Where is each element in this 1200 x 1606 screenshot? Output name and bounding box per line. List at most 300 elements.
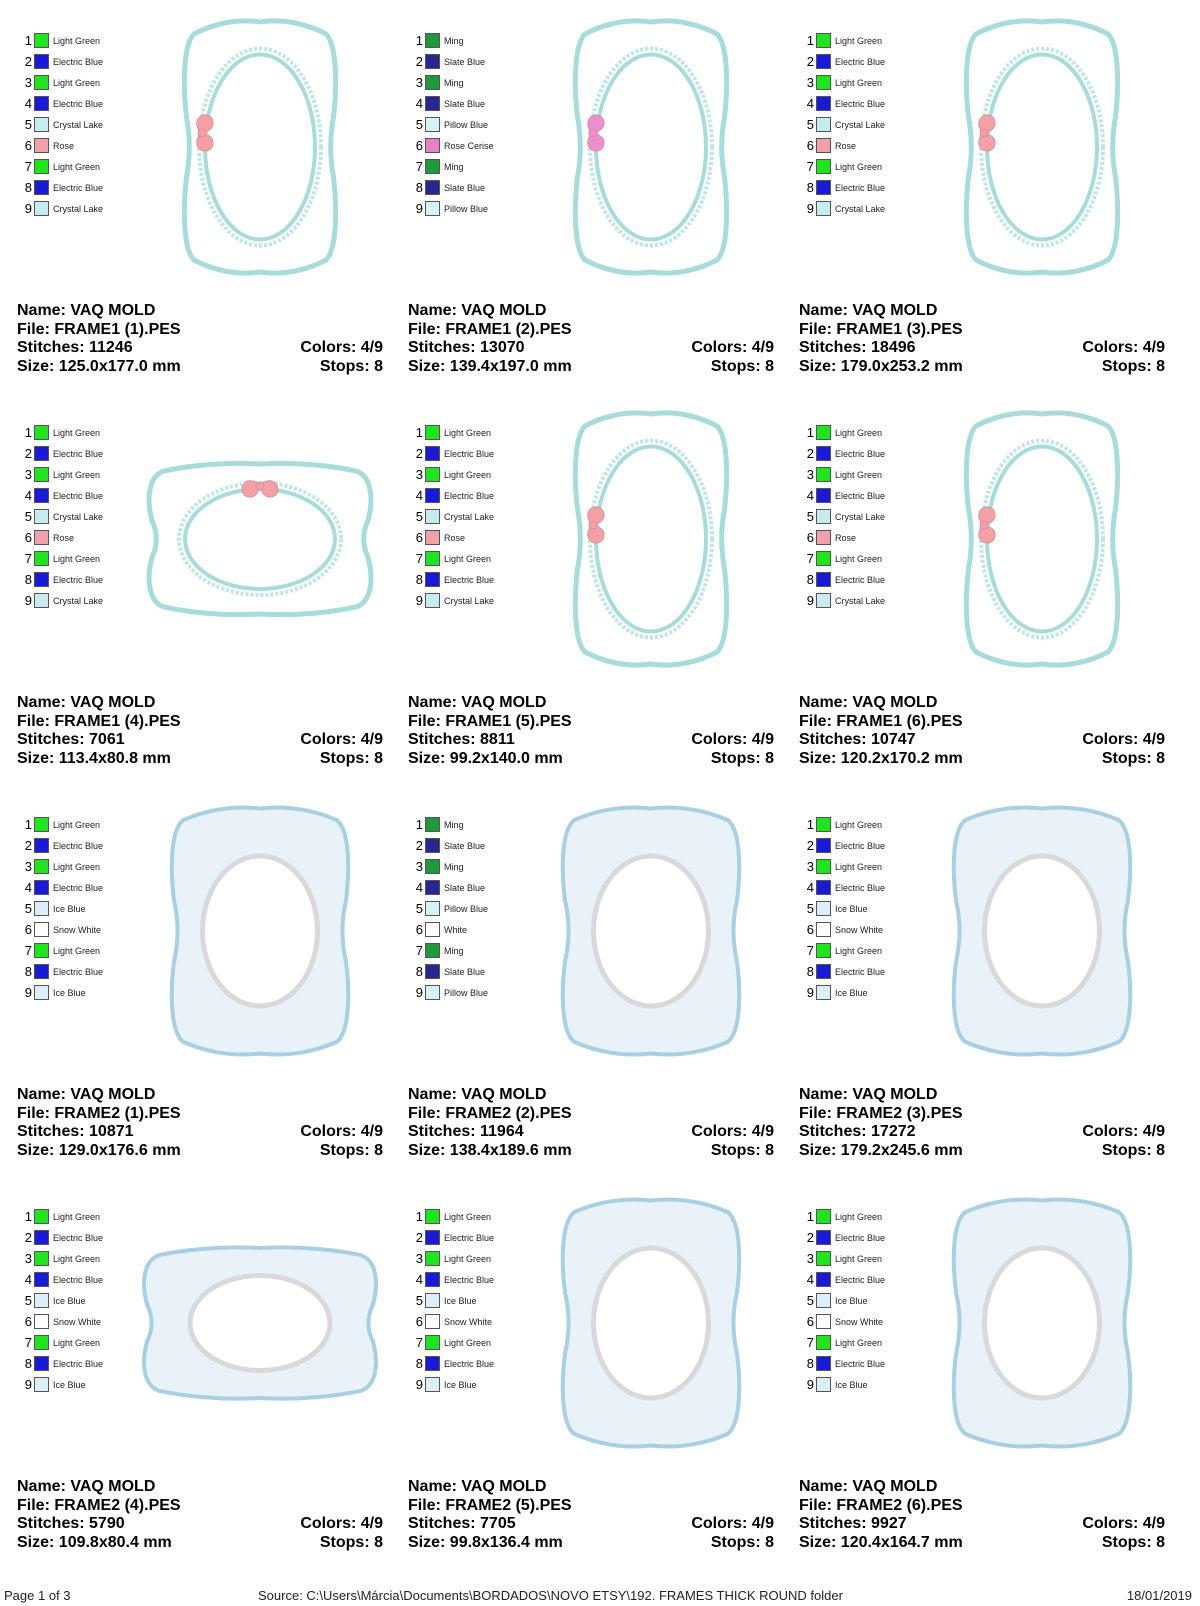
thread-number: 9	[415, 593, 423, 608]
design-size: Size: 179.2x245.6 mm	[799, 1141, 963, 1159]
thread-swatch	[34, 1230, 49, 1245]
thread-row	[800, 1206, 920, 1227]
design-size: Size: 99.8x136.4 mm	[408, 1533, 563, 1551]
design-info	[17, 302, 383, 376]
thread-name: Crystal Lake	[53, 595, 104, 606]
thread-swatch	[34, 159, 49, 174]
thread-name: Slate Blue	[444, 182, 486, 193]
thread-swatch	[425, 1377, 440, 1392]
thread-row	[18, 506, 138, 527]
design-name: Name: VAQ MOLD	[17, 302, 156, 319]
thread-swatch	[816, 551, 831, 566]
thread-number: 9	[415, 985, 423, 1000]
thread-row	[18, 443, 138, 464]
thread-number: 1	[24, 817, 32, 832]
thread-swatch	[816, 922, 831, 937]
thread-number: 6	[24, 138, 32, 153]
thread-swatch	[425, 138, 440, 153]
thread-name: Ice Blue	[53, 987, 86, 998]
thread-row	[800, 1311, 920, 1332]
design-stops: Stops: 8	[319, 1533, 383, 1551]
frame-preview-graphic	[912, 2, 1172, 292]
thread-name: Electric Blue	[444, 1232, 495, 1243]
thread-row	[409, 919, 529, 940]
thread-row	[800, 877, 920, 898]
thread-name: Electric Blue	[835, 882, 886, 893]
thread-swatch	[425, 96, 440, 111]
thread-name: Light Green	[444, 1211, 492, 1222]
thread-swatch	[816, 964, 831, 979]
thread-swatch	[816, 467, 831, 482]
oval-opening	[594, 856, 709, 1006]
thread-swatch	[34, 593, 49, 608]
thread-color-list	[409, 30, 529, 219]
thread-row	[409, 1374, 529, 1395]
thread-number: 9	[24, 593, 32, 608]
thread-number: 7	[415, 943, 423, 958]
thread-row	[18, 464, 138, 485]
design-size: Size: 125.0x177.0 mm	[17, 357, 181, 375]
thread-row	[409, 877, 529, 898]
design-stops: Stops: 8	[710, 1533, 774, 1551]
thread-name: Crystal Lake	[835, 119, 886, 130]
thread-number: 8	[24, 964, 32, 979]
design-stops: Stops: 8	[319, 357, 383, 375]
thread-swatch	[816, 1293, 831, 1308]
thread-name: Light Green	[444, 553, 492, 564]
thread-row	[800, 1290, 920, 1311]
design-name: Name: VAQ MOLD	[408, 302, 547, 319]
thread-name: Light Green	[53, 1211, 101, 1222]
thread-name: Light Green	[53, 427, 101, 438]
thread-swatch	[425, 446, 440, 461]
thread-swatch	[34, 964, 49, 979]
thread-number: 1	[806, 33, 814, 48]
thread-swatch	[816, 138, 831, 153]
thread-row	[18, 940, 138, 961]
thread-number: 4	[415, 488, 423, 503]
thread-name: Snow White	[835, 924, 884, 935]
thread-name: Light Green	[53, 1253, 101, 1264]
thread-row	[18, 177, 138, 198]
thread-name: Light Green	[53, 553, 101, 564]
thread-row	[800, 198, 920, 219]
design-size: Size: 129.0x176.6 mm	[17, 1141, 181, 1159]
thread-number: 6	[24, 530, 32, 545]
design-preview	[130, 786, 390, 1076]
thread-row	[18, 114, 138, 135]
design-file: File: FRAME2 (2).PES	[408, 1104, 572, 1122]
design-preview	[912, 786, 1172, 1076]
design-stitches: Stitches: 9927	[799, 1515, 907, 1533]
thread-row	[409, 940, 529, 961]
thread-name: Crystal Lake	[444, 511, 495, 522]
thread-swatch	[816, 1209, 831, 1224]
thread-swatch	[816, 901, 831, 916]
source-path: Source: C:\Users\Márcia\Documents\BORDADOS\NOVO ETSY\192. FRAMES THICK ROUND folder	[258, 1588, 843, 1603]
thread-swatch	[816, 117, 831, 132]
thread-row	[18, 485, 138, 506]
thread-row	[18, 422, 138, 443]
thread-row	[409, 485, 529, 506]
thread-swatch	[34, 572, 49, 587]
thread-number: 4	[415, 96, 423, 111]
thread-row	[18, 1311, 138, 1332]
thread-name: Light Green	[835, 945, 883, 956]
design-size: Size: 113.4x80.8 mm	[17, 749, 171, 767]
thread-name: Crystal Lake	[53, 203, 104, 214]
design-stitches: Stitches: 11964	[408, 1123, 524, 1141]
thread-swatch	[425, 54, 440, 69]
thread-name: Electric Blue	[835, 448, 886, 459]
thread-name: Pillow Blue	[444, 903, 489, 914]
thread-number: 4	[24, 880, 32, 895]
design-file: File: FRAME1 (5).PES	[408, 712, 572, 730]
design-file: File: FRAME2 (6).PES	[799, 1496, 963, 1514]
thread-name: Ice Blue	[53, 1295, 86, 1306]
thread-number: 4	[415, 880, 423, 895]
thread-name: Ice Blue	[835, 1379, 868, 1390]
design-name: Name: VAQ MOLD	[408, 1086, 547, 1103]
design-stops: Stops: 8	[1101, 1141, 1165, 1159]
thread-row	[409, 93, 529, 114]
thread-row	[18, 877, 138, 898]
thread-row	[409, 569, 529, 590]
thread-name: Light Green	[444, 469, 492, 480]
thread-row	[800, 93, 920, 114]
thread-number: 1	[806, 817, 814, 832]
thread-row	[800, 898, 920, 919]
thread-row	[409, 1332, 529, 1353]
thread-number: 6	[806, 1314, 814, 1329]
thread-row	[18, 527, 138, 548]
thread-swatch	[425, 467, 440, 482]
design-info	[799, 302, 1165, 376]
thread-name: Snow White	[835, 1316, 884, 1327]
thread-row	[18, 1206, 138, 1227]
frame-preview-graphic	[912, 394, 1172, 684]
thread-swatch	[34, 551, 49, 566]
thread-number: 1	[806, 425, 814, 440]
thread-row	[800, 548, 920, 569]
thread-name: Electric Blue	[444, 1358, 495, 1369]
thread-swatch	[34, 201, 49, 216]
thread-row	[409, 1290, 529, 1311]
design-colors: Colors: 4/9	[300, 1123, 383, 1141]
thread-name: Crystal Lake	[53, 119, 104, 130]
design-cell	[391, 1176, 791, 1576]
thread-color-list	[409, 814, 529, 1003]
design-colors: Colors: 4/9	[691, 731, 774, 749]
thread-row	[800, 51, 920, 72]
thread-name: Light Green	[835, 35, 883, 46]
thread-swatch	[816, 1314, 831, 1329]
thread-name: Electric Blue	[835, 966, 886, 977]
thread-row	[18, 898, 138, 919]
thread-name: Light Green	[444, 1337, 492, 1348]
thread-swatch	[816, 425, 831, 440]
frame-preview-graphic	[521, 1178, 781, 1468]
design-file: File: FRAME1 (1).PES	[17, 320, 181, 338]
design-stitches: Stitches: 10871	[17, 1123, 134, 1141]
thread-number: 1	[806, 1209, 814, 1224]
thread-name: Slate Blue	[444, 98, 486, 109]
thread-swatch	[816, 880, 831, 895]
thread-number: 1	[24, 1209, 32, 1224]
thread-number: 1	[415, 33, 423, 48]
design-name: Name: VAQ MOLD	[17, 694, 156, 711]
design-name: Name: VAQ MOLD	[17, 1086, 156, 1103]
design-colors: Colors: 4/9	[1082, 1515, 1165, 1533]
thread-row	[409, 135, 529, 156]
thread-number: 3	[806, 467, 814, 482]
thread-row	[18, 1227, 138, 1248]
bow-icon	[588, 507, 604, 543]
thread-row	[18, 982, 138, 1003]
thread-row	[409, 814, 529, 835]
thread-number: 2	[24, 838, 32, 853]
design-stitches: Stitches: 18496	[799, 339, 916, 357]
thread-row	[800, 814, 920, 835]
thread-number: 8	[24, 572, 32, 587]
thread-name: Rose	[53, 532, 75, 543]
thread-name: Electric Blue	[835, 98, 886, 109]
design-preview	[912, 394, 1172, 684]
thread-name: Electric Blue	[53, 1232, 104, 1243]
bow-icon	[588, 115, 604, 151]
thread-row	[409, 51, 529, 72]
thread-number: 6	[415, 1314, 423, 1329]
thread-number: 8	[24, 1356, 32, 1371]
thread-name: Ming	[444, 77, 464, 88]
thread-swatch	[425, 117, 440, 132]
thread-name: Light Green	[53, 77, 101, 88]
design-colors: Colors: 4/9	[300, 1515, 383, 1533]
thread-name: Light Green	[53, 35, 101, 46]
thread-swatch	[34, 33, 49, 48]
design-cell	[0, 1176, 400, 1576]
thread-swatch	[425, 1293, 440, 1308]
design-info	[17, 1478, 383, 1552]
thread-swatch	[425, 488, 440, 503]
page-number: Page 1 of 3	[4, 1588, 71, 1603]
thread-number: 3	[24, 75, 32, 90]
thread-number: 9	[24, 201, 32, 216]
thread-row	[800, 135, 920, 156]
thread-swatch	[816, 488, 831, 503]
thread-name: Electric Blue	[53, 840, 104, 851]
thread-name: Slate Blue	[444, 882, 486, 893]
thread-swatch	[34, 509, 49, 524]
thread-name: Ming	[444, 161, 464, 172]
design-cell	[391, 392, 791, 792]
thread-number: 8	[415, 1356, 423, 1371]
thread-number: 1	[24, 425, 32, 440]
thread-number: 2	[806, 1230, 814, 1245]
thread-name: Light Green	[835, 427, 883, 438]
thread-row	[409, 114, 529, 135]
design-file: File: FRAME2 (3).PES	[799, 1104, 963, 1122]
thread-row	[800, 506, 920, 527]
thread-name: Light Green	[835, 553, 883, 564]
design-colors: Colors: 4/9	[691, 1123, 774, 1141]
thread-row	[18, 548, 138, 569]
thread-row	[800, 485, 920, 506]
design-colors: Colors: 4/9	[300, 339, 383, 357]
thread-swatch	[816, 1272, 831, 1287]
thread-swatch	[816, 1377, 831, 1392]
design-stitches: Stitches: 7705	[408, 1515, 516, 1533]
thread-swatch	[34, 180, 49, 195]
design-cell	[782, 392, 1182, 792]
thread-number: 1	[415, 1209, 423, 1224]
thread-name: Ming	[444, 35, 464, 46]
thread-number: 1	[24, 33, 32, 48]
thread-swatch	[425, 551, 440, 566]
thread-number: 8	[806, 964, 814, 979]
thread-swatch	[34, 530, 49, 545]
design-stops: Stops: 8	[1101, 357, 1165, 375]
design-info	[408, 1086, 774, 1160]
thread-number: 2	[24, 54, 32, 69]
design-stops: Stops: 8	[1101, 1533, 1165, 1551]
thread-number: 3	[24, 1251, 32, 1266]
thread-name: Electric Blue	[53, 182, 104, 193]
oval-inner-ring	[185, 489, 335, 589]
thread-number: 1	[415, 425, 423, 440]
thread-row	[18, 961, 138, 982]
design-colors: Colors: 4/9	[300, 731, 383, 749]
design-stitches: Stitches: 13070	[408, 339, 525, 357]
thread-name: Electric Blue	[444, 448, 495, 459]
thread-swatch	[34, 117, 49, 132]
thread-name: Electric Blue	[835, 182, 886, 193]
thread-row	[18, 1269, 138, 1290]
thread-row	[800, 982, 920, 1003]
oval-inner-ring	[987, 447, 1097, 632]
thread-name: Crystal Lake	[835, 511, 886, 522]
design-cell	[782, 0, 1182, 400]
design-cell	[782, 1176, 1182, 1576]
thread-swatch	[816, 838, 831, 853]
thread-row	[800, 30, 920, 51]
thread-swatch	[425, 75, 440, 90]
thread-name: Electric Blue	[53, 966, 104, 977]
design-stitches: Stitches: 10747	[799, 731, 916, 749]
design-colors: Colors: 4/9	[691, 1515, 774, 1533]
thread-row	[800, 72, 920, 93]
thread-name: Electric Blue	[835, 1274, 886, 1285]
thread-color-list	[18, 814, 138, 1003]
thread-number: 6	[806, 922, 814, 937]
thread-row	[800, 156, 920, 177]
thread-number: 4	[806, 96, 814, 111]
design-info	[799, 1086, 1165, 1160]
thread-row	[409, 1206, 529, 1227]
thread-number: 2	[415, 1230, 423, 1245]
thread-number: 6	[806, 138, 814, 153]
design-name: Name: VAQ MOLD	[408, 694, 547, 711]
thread-row	[409, 856, 529, 877]
thread-number: 4	[24, 1272, 32, 1287]
design-file: File: FRAME1 (6).PES	[799, 712, 963, 730]
thread-number: 6	[415, 138, 423, 153]
thread-swatch	[816, 96, 831, 111]
design-size: Size: 99.2x140.0 mm	[408, 749, 563, 767]
thread-number: 1	[415, 817, 423, 832]
thread-swatch	[34, 880, 49, 895]
thread-row	[18, 1332, 138, 1353]
thread-number: 4	[24, 488, 32, 503]
thread-row	[409, 72, 529, 93]
thread-name: Electric Blue	[835, 1232, 886, 1243]
thread-number: 5	[415, 901, 423, 916]
thread-swatch	[425, 985, 440, 1000]
thread-name: Light Green	[53, 819, 101, 830]
thread-row	[18, 856, 138, 877]
design-info	[408, 302, 774, 376]
thread-row	[800, 527, 920, 548]
thread-name: Light Green	[53, 945, 101, 956]
thread-swatch	[34, 922, 49, 937]
thread-swatch	[816, 201, 831, 216]
thread-number: 5	[806, 117, 814, 132]
oval-opening	[203, 856, 318, 1006]
thread-row	[800, 961, 920, 982]
thread-row	[18, 835, 138, 856]
thread-number: 7	[24, 551, 32, 566]
thread-number: 3	[415, 75, 423, 90]
thread-swatch	[425, 509, 440, 524]
frame-preview-graphic	[521, 394, 781, 684]
design-colors: Colors: 4/9	[1082, 339, 1165, 357]
design-cell	[0, 392, 400, 792]
thread-name: Light Green	[835, 469, 883, 480]
thread-number: 9	[24, 1377, 32, 1392]
thread-row	[18, 93, 138, 114]
design-stops: Stops: 8	[710, 357, 774, 375]
thread-number: 3	[415, 467, 423, 482]
thread-number: 5	[24, 1293, 32, 1308]
thread-name: Electric Blue	[53, 448, 104, 459]
thread-swatch	[425, 922, 440, 937]
thread-name: Ice Blue	[835, 987, 868, 998]
thread-row	[18, 156, 138, 177]
design-colors: Colors: 4/9	[1082, 1123, 1165, 1141]
frame-preview-graphic	[521, 786, 781, 1076]
thread-number: 2	[806, 446, 814, 461]
design-stitches: Stitches: 5790	[17, 1515, 125, 1533]
thread-swatch	[816, 859, 831, 874]
thread-number: 7	[806, 159, 814, 174]
thread-swatch	[34, 943, 49, 958]
thread-name: Light Green	[835, 819, 883, 830]
thread-row	[409, 1311, 529, 1332]
design-cell	[782, 784, 1182, 1184]
thread-swatch	[425, 838, 440, 853]
thread-row	[800, 835, 920, 856]
thread-name: Light Green	[53, 469, 101, 480]
thread-swatch	[425, 180, 440, 195]
thread-row	[800, 1353, 920, 1374]
design-colors: Colors: 4/9	[691, 339, 774, 357]
thread-swatch	[425, 880, 440, 895]
thread-row	[800, 443, 920, 464]
thread-name: Light Green	[53, 861, 101, 872]
thread-swatch	[34, 1251, 49, 1266]
design-file: File: FRAME1 (4).PES	[17, 712, 181, 730]
thread-swatch	[425, 964, 440, 979]
